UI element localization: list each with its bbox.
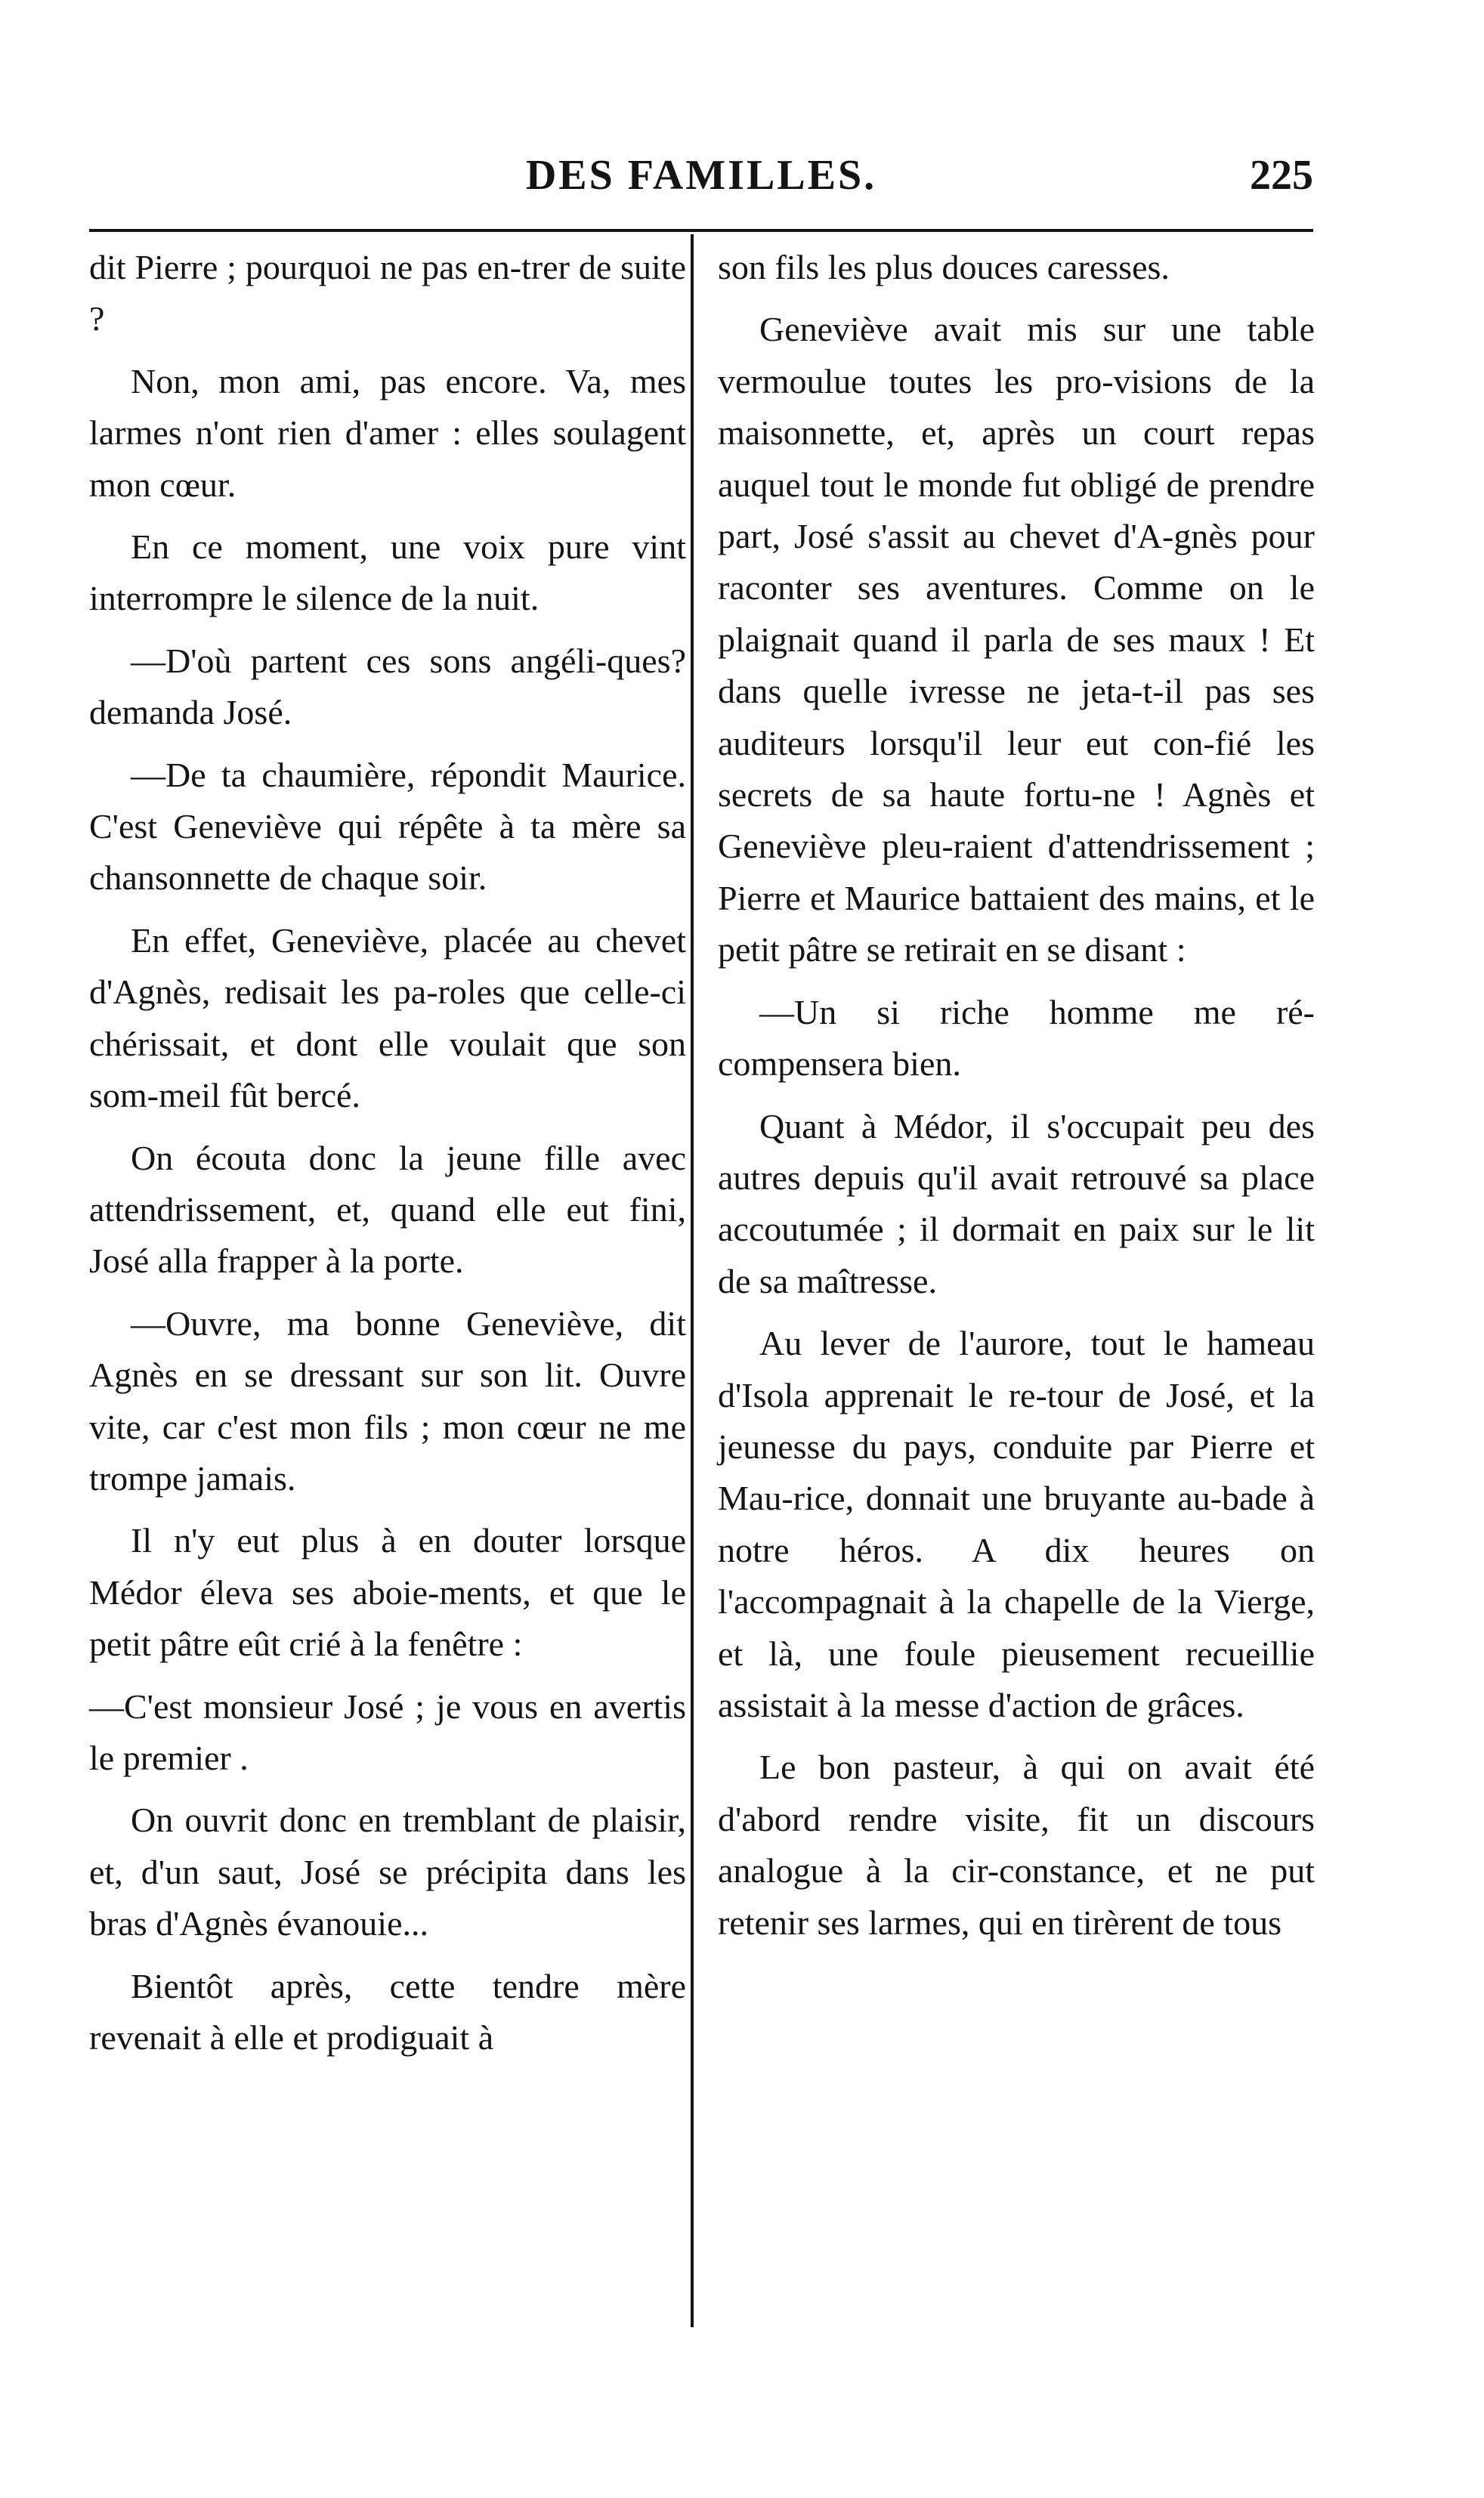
paragraph: —Un si riche homme me ré-compensera bien. [718, 992, 1315, 1084]
paragraph: —Ouvre, ma bonne Geneviève, dit Agnès en se dressant sur son lit. Ouvre vite, car c'est mon fils ; mon cœur ne me trompe jamais. [89, 1303, 686, 1498]
running-title: DES FAMILLES. [525, 152, 877, 199]
running-head [89, 151, 1313, 212]
column-rule [691, 234, 694, 2327]
right-column [718, 242, 1315, 1959]
paragraph: En effet, Geneviève, placée au chevet d'Agnès, redisait les pa-roles que celle-ci chérissait, et dont elle voulait que son som-meil fût bercé. [89, 920, 686, 1115]
paragraph: Geneviève avait mis sur une table vermoulue toutes les pro-visions de la maisonnette, et, après un court repas auquel tout le monde fut obligé de prendre part, José s'assit au chevet d'A-gnès pour raconter ses aventures. Comme on le plaignait quand il parla de ses maux ! Et dans quelle ivresse ne jeta-t-il pas ses auditeurs lorsqu'il leur eut con-fié les secrets de sa haute fortu-ne ! Agnès et Geneviève pleu-raient d'attendrissement ; Pierre et Maurice battaient des mains, et le petit pâtre se retirait en se disant : [718, 310, 1315, 969]
page-number: 225 [1250, 152, 1313, 199]
header-rule [89, 229, 1313, 232]
paragraph: Non, mon ami, pas encore. Va, mes larmes n'ont rien d'amer : elles soulagent mon cœur. [89, 361, 686, 504]
paragraph: Bientôt après, cette tendre mère revenait à elle et prodiguait à [89, 1966, 686, 2057]
paragraph: —De ta chaumière, répondit Maurice. C'est Geneviève qui répête à ta mère sa chansonnette de chaque soir. [89, 755, 686, 898]
paragraph: dit Pierre ; pourquoi ne pas en-trer de suite ? [89, 248, 686, 339]
paragraph: son fils les plus douces caresses. [718, 248, 1170, 286]
paragraph: Quant à Médor, il s'occupait peu des autres depuis qu'il avait retrouvé sa place accoutumée ; il dormait en paix sur le lit de sa maîtresse. [718, 1106, 1315, 1300]
paragraph: Il n'y eut plus à en douter lorsque Médor éleva ses aboie-ments, et que le petit pâtre eût crié à la fenêtre : [89, 1521, 686, 1664]
paragraph: On ouvrit donc en tremblant de plaisir, et, d'un saut, José se précipita dans les bras d'Agnès évanouie... [89, 1801, 686, 1943]
paragraph: Au lever de l'aurore, tout le hameau d'Isola apprenait le re-tour de José, et la jeunesse du pays, conduite par Pierre et Mau-rice, donnait une bruyante au-bade à notre héros. A dix heures on l'accompagnait à la chapelle de la Vierge, et là, une foule pieusement recueillie assistait à la messe d'action de grâces. [718, 1324, 1315, 1724]
paragraph: —C'est monsieur José ; je vous en avertis le premier . [89, 1686, 686, 1777]
paragraph: En ce moment, une voix pure vint interrompre le silence de la nuit. [89, 527, 686, 618]
paragraph: —D'où partent ces sons angéli-ques? demanda José. [89, 641, 686, 732]
left-column [89, 242, 686, 2074]
paragraph: On écouta donc la jeune fille avec attendrissement, et, quand elle eut fini, José alla frapper à la porte. [89, 1138, 686, 1281]
paragraph: Le bon pasteur, à qui on avait été d'abord rendre visite, fit un discours analogue à la cir-constance, et ne put retenir ses larmes, qui en tirèrent de tous [718, 1748, 1315, 1942]
